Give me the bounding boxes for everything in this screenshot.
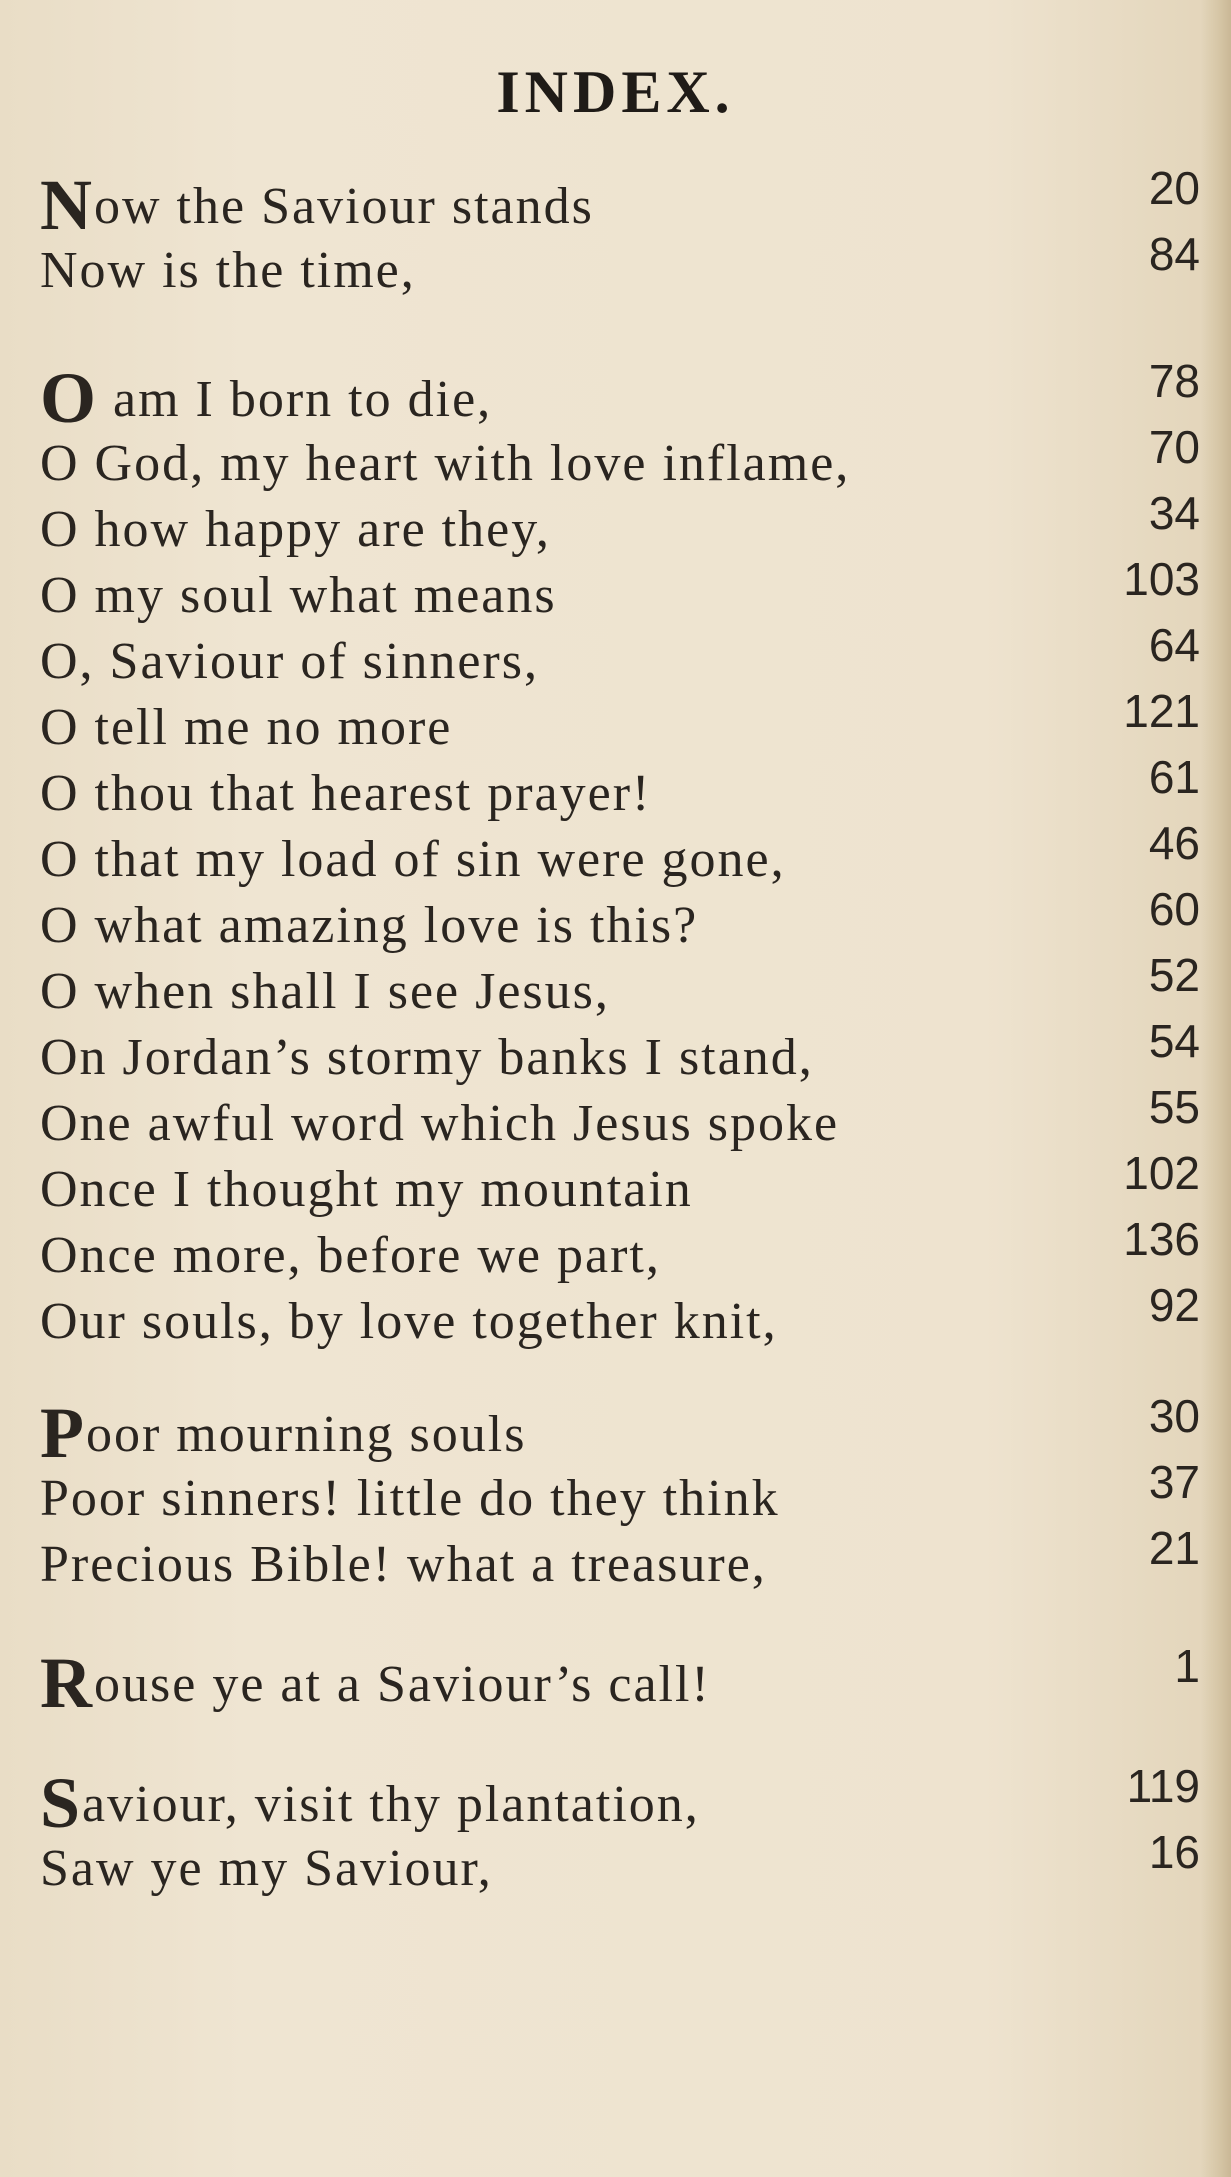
page-number: 103 (1123, 553, 1200, 605)
drop-cap: N (40, 165, 92, 245)
entry-text: O tell me no more (40, 699, 453, 756)
index-entry (40, 1522, 1200, 1598)
page-number: 136 (1123, 1213, 1200, 1265)
entry-text: Poor sinners! little do they think (40, 1470, 780, 1527)
entry-text: Once more, before we part, (40, 1227, 661, 1284)
page-number: 16 (1148, 1826, 1200, 1878)
entry-text: Saw ye my Saviour, (40, 1840, 493, 1897)
drop-cap: S (40, 1763, 81, 1843)
index-section-r (40, 1640, 1200, 1723)
page-number: 70 (1148, 421, 1200, 473)
page-number: 60 (1148, 883, 1200, 935)
entry-text: O am I born to die, (40, 358, 493, 438)
entry-text: Rouse ye at a Saviour’s call! (40, 1643, 711, 1723)
entry-text: Now is the time, (40, 242, 416, 299)
index-entry (40, 685, 1200, 761)
entry-text: O what amazing love is this? (40, 897, 699, 954)
index-entry (40, 1081, 1200, 1157)
page-number: 61 (1148, 751, 1200, 803)
index-entry (40, 1760, 1200, 1843)
page-number: 84 (1148, 228, 1200, 280)
index-entry (40, 817, 1200, 893)
index-entry (40, 1147, 1200, 1223)
page-number: 55 (1148, 1081, 1200, 1133)
page-title: INDEX. (496, 59, 735, 125)
entry-text: Our souls, by love together knit, (40, 1293, 778, 1350)
page-number: 1 (1174, 1640, 1200, 1692)
index-entry (40, 228, 1200, 304)
page-edge-shadow (1201, 0, 1231, 2177)
entry-text: O thou that hearest prayer! (40, 765, 652, 822)
drop-cap: R (40, 1643, 92, 1723)
page-number: 34 (1148, 487, 1200, 539)
index-entry (40, 355, 1200, 438)
entry-text: O, Saviour of sinners, (40, 633, 539, 690)
entry-text: On Jordan’s stormy banks I stand, (40, 1029, 814, 1086)
index-entry (40, 1213, 1200, 1289)
index-entry (40, 1279, 1200, 1355)
index-entry (40, 1640, 1200, 1723)
entry-text: Once I thought my mountain (40, 1161, 693, 1218)
index-entry (40, 1015, 1200, 1091)
index-entry (40, 421, 1200, 497)
entry-text: Saviour, visit thy plantation, (40, 1763, 700, 1843)
entry-text: O when shall I see Jesus, (40, 963, 610, 1020)
index-entry (40, 949, 1200, 1025)
page-number: 102 (1123, 1147, 1200, 1199)
index-entry (40, 162, 1200, 245)
entry-text: Poor mourning souls (40, 1393, 527, 1473)
page-number: 20 (1148, 162, 1200, 214)
page-number: 121 (1123, 685, 1200, 737)
entry-text: O God, my heart with love inflame, (40, 435, 851, 492)
page-number: 37 (1148, 1456, 1200, 1508)
entry-text: Precious Bible! what a treasure, (40, 1536, 767, 1593)
page-number: 64 (1148, 619, 1200, 671)
entry-text: One awful word which Jesus spoke (40, 1095, 840, 1152)
entry-text: Now the Saviour stands (40, 165, 594, 245)
page-number: 92 (1148, 1279, 1200, 1331)
index-section-s (40, 1760, 1200, 1902)
entry-text: O my soul what means (40, 567, 557, 624)
index-section-n (40, 162, 1200, 304)
index-entry (40, 883, 1200, 959)
index-entry (40, 1390, 1200, 1473)
index-section-o (40, 355, 1200, 1355)
page-number: 52 (1148, 949, 1200, 1001)
index-entry (40, 487, 1200, 563)
index-entry (40, 1456, 1200, 1532)
entry-text: O that my load of sin were gone, (40, 831, 786, 888)
index-entry (40, 619, 1200, 695)
drop-cap: O (40, 358, 97, 438)
page-number: 54 (1148, 1015, 1200, 1067)
page-number: 30 (1148, 1390, 1200, 1442)
index-entry (40, 553, 1200, 629)
index-entry (40, 1826, 1200, 1902)
index-entry (40, 751, 1200, 827)
entry-text: O how happy are they, (40, 501, 551, 558)
page-number: 119 (1126, 1760, 1200, 1812)
page-number: 46 (1148, 817, 1200, 869)
index-section-p (40, 1390, 1200, 1598)
page-number: 78 (1148, 355, 1200, 407)
page-number: 21 (1148, 1522, 1200, 1574)
drop-cap: P (40, 1393, 84, 1473)
